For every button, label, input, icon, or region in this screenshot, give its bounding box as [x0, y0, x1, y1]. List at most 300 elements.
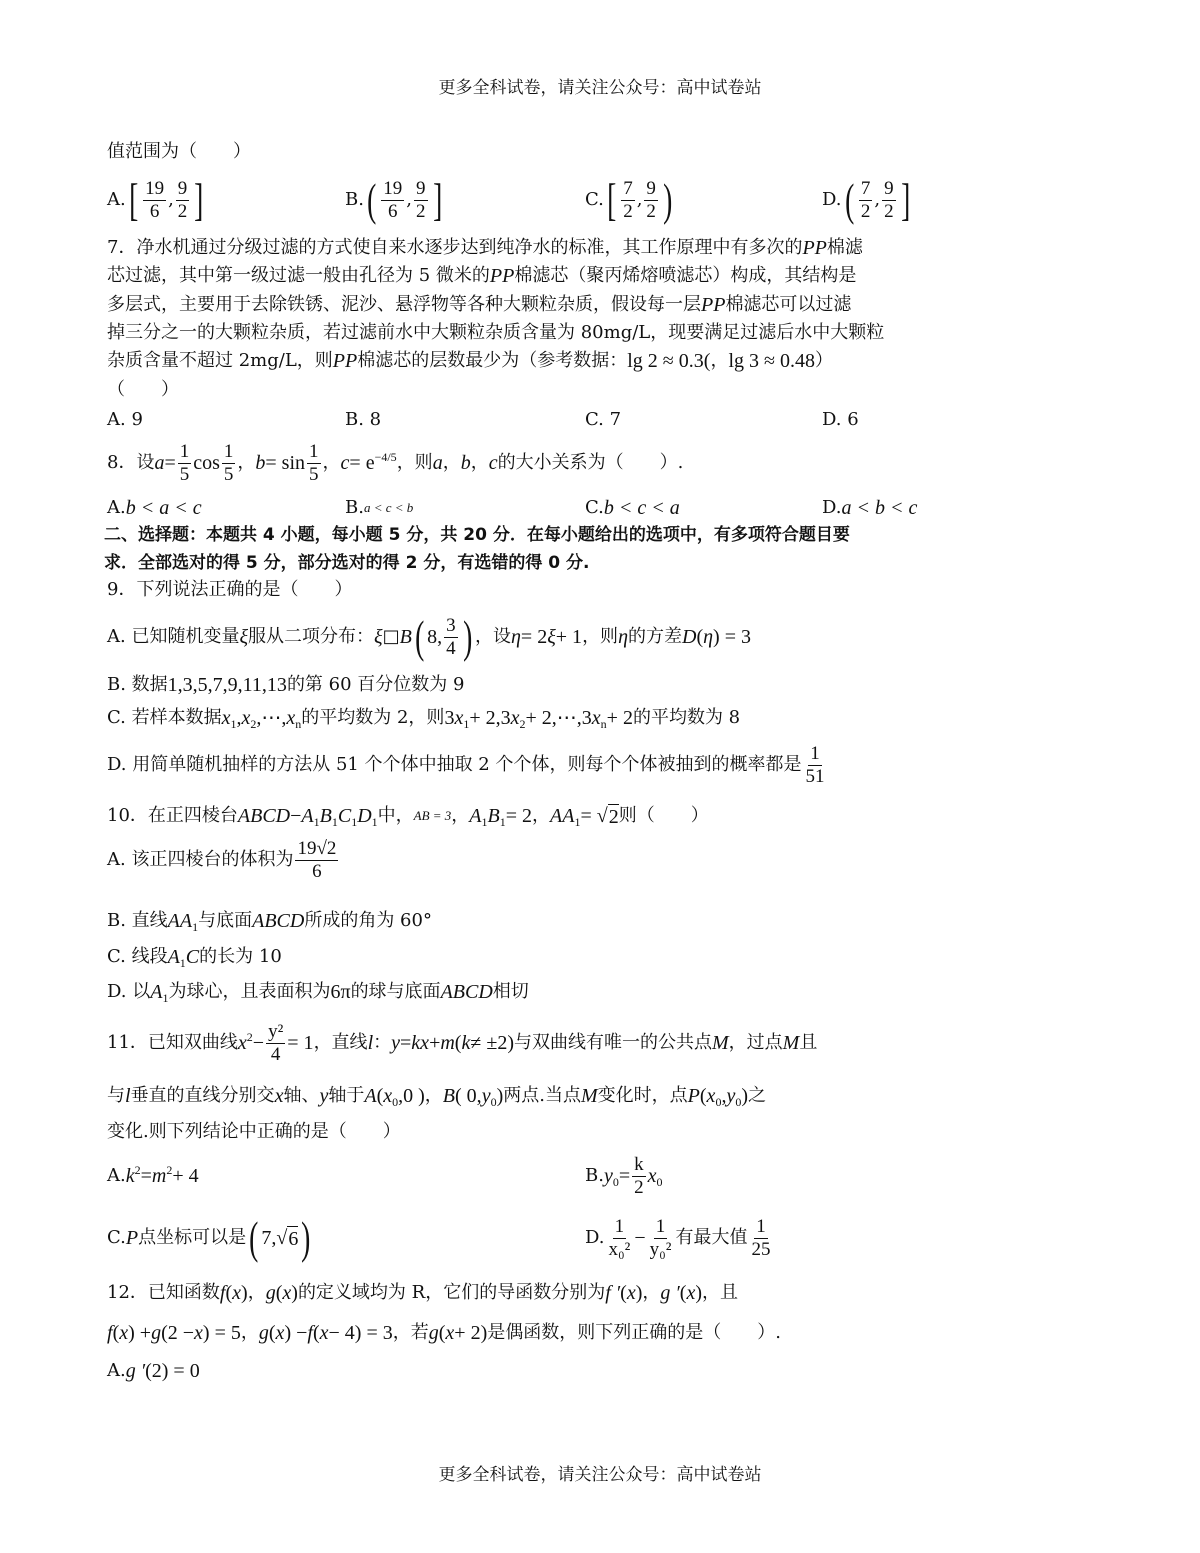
text-line: [107, 803, 709, 829]
math-small: a < c < b: [363, 500, 414, 516]
math-var: f: [307, 1322, 313, 1344]
math-var: ABCD: [237, 805, 291, 827]
math: (: [699, 1085, 707, 1107]
math-var: x: [686, 1282, 696, 1304]
superscript: 2: [166, 1163, 173, 1177]
bracket: [: [128, 174, 138, 225]
text: 的定义域均为 R，它们的导函数分别为: [297, 1282, 606, 1304]
math-var: x: [237, 1032, 247, 1054]
fraction: [621, 178, 635, 223]
text: ，设: [475, 626, 511, 648]
text: 垂直的直线分别交: [130, 1085, 275, 1107]
text: A.: [107, 1165, 126, 1187]
math-var: ABCD: [252, 910, 305, 932]
math-var: x: [319, 1322, 329, 1344]
denominator: 4: [446, 637, 456, 659]
superscript: 2: [134, 1163, 141, 1177]
math-var: b < a < c: [125, 497, 202, 519]
math: (: [679, 1282, 687, 1304]
denominator: 2: [623, 200, 633, 222]
page-footer: 更多全科试卷，请关注公众号：高中试卷站: [438, 1465, 762, 1485]
subscript: 0: [735, 1094, 742, 1109]
text-line: [107, 1212, 314, 1263]
math: 6π: [330, 981, 351, 1003]
math-var: A: [150, 981, 163, 1003]
text-line: [107, 1083, 766, 1109]
bracket: ): [301, 1212, 311, 1263]
text: D.: [585, 1227, 605, 1249]
math-var: k: [125, 1165, 135, 1187]
math: = 1: [287, 1032, 314, 1054]
text: 两点.当点: [503, 1085, 581, 1107]
text: 11．已知双曲线: [107, 1032, 238, 1054]
text: 的大小关系为（ ）.: [497, 452, 684, 474]
subscript: 1: [179, 955, 186, 970]
numerator: y²: [268, 1020, 284, 1042]
numerator: 1: [810, 742, 820, 764]
text: 变化时，点: [597, 1085, 688, 1107]
math-var: B: [319, 805, 332, 827]
bracket: (: [249, 1212, 259, 1263]
text-line: [107, 672, 464, 698]
text-line: [107, 1163, 199, 1189]
numerator: 19: [145, 177, 165, 199]
text: 变化.则下列结论中正确的是（ ）: [107, 1121, 401, 1143]
subscript: 2: [250, 716, 257, 731]
math: − 4) = 3: [328, 1322, 393, 1344]
text: 7．净水机通过分级过滤的方式使自来水逐步达到纯净水的标准，其工作原理中有多次的: [107, 237, 803, 259]
bracket: [: [606, 174, 617, 225]
text: 棉滤芯可以过滤: [725, 294, 852, 316]
math-var: AA: [550, 805, 575, 827]
subscript: 1: [481, 814, 488, 829]
math: + 4: [172, 1165, 199, 1187]
text: 10．在正四棱台: [107, 805, 238, 827]
text-line: [822, 174, 913, 225]
math: ): [635, 1282, 643, 1304]
text-line: [107, 174, 207, 225]
math: −: [634, 1227, 646, 1249]
text: B. 直线: [107, 910, 168, 932]
subscript: 1: [351, 814, 358, 829]
text-line: [107, 235, 863, 261]
text: ，: [424, 1085, 443, 1107]
math-var: A: [301, 805, 314, 827]
text: 点坐标可以是: [138, 1227, 247, 1249]
text: C.: [107, 1227, 126, 1249]
denominator: 2: [416, 200, 426, 222]
text-line: [107, 440, 684, 485]
math-var: B: [487, 805, 500, 827]
subscript: 1: [313, 814, 320, 829]
math: 7,√: [261, 1227, 288, 1249]
text: 所成的角为 60°: [304, 910, 432, 932]
denominator: 2: [860, 200, 871, 222]
text-line: [107, 348, 833, 374]
numerator: 1: [179, 440, 190, 462]
math: = sin: [265, 452, 306, 474]
subscript: 2: [519, 716, 526, 731]
math-var: P: [125, 1227, 139, 1249]
text: 多层式，主要用于去除铁锈、泥沙、悬浮物等各种大颗粒杂质，假设每一层: [107, 294, 701, 316]
text: ,: [168, 189, 174, 211]
math-var: x: [119, 1322, 129, 1344]
text-line: [104, 522, 850, 548]
math: ≠ ±2): [470, 1032, 514, 1054]
text: 中，: [377, 805, 414, 827]
math-var: a: [154, 452, 165, 474]
text: ,: [636, 189, 643, 211]
text-line: [345, 174, 445, 225]
text: ）: [814, 350, 833, 372]
math: ) −: [284, 1322, 308, 1344]
math: lg 2 ≈ 0.3(: [627, 350, 711, 372]
math-var: a: [432, 452, 443, 474]
subscript: 1: [463, 716, 470, 731]
math: (: [696, 626, 704, 648]
text: ，: [710, 350, 729, 372]
text-line: [107, 1358, 200, 1384]
math-var: k: [461, 1032, 471, 1054]
math-var: C: [337, 805, 352, 827]
math-var: c: [488, 452, 498, 474]
text-line: [822, 407, 859, 433]
math: (2) = 0: [145, 1360, 200, 1382]
math-var: ξ: [374, 626, 383, 648]
math-var: kx: [411, 1032, 430, 1054]
math: = √: [580, 805, 608, 827]
math-var: A: [167, 946, 180, 968]
text-line: [107, 139, 251, 165]
bracket: ]: [432, 174, 442, 225]
math: ( 0,: [455, 1085, 482, 1107]
math: + 2): [454, 1322, 488, 1344]
text-line: [585, 1153, 663, 1198]
math: ) = 5: [202, 1322, 241, 1344]
math-var: b: [255, 452, 266, 474]
text: ，: [322, 452, 341, 474]
text-line: [107, 320, 884, 346]
math-var: l: [125, 1085, 131, 1107]
text: 且: [799, 1032, 818, 1054]
text: ：: [373, 1032, 392, 1054]
text: B.: [345, 497, 364, 519]
math: = 2: [505, 805, 533, 827]
math: ,0 ): [398, 1085, 425, 1107]
text: D. 用简单随机抽样的方法从 51 个个体中抽取 2 个个体，则每个个体被抽到的概率都是: [107, 754, 802, 776]
text: 轴于: [328, 1085, 365, 1107]
page-header: 更多全科试卷，请关注公众号：高中试卷站: [438, 78, 762, 98]
text: ,: [874, 189, 881, 211]
fraction: [803, 743, 826, 788]
denominator: 2: [177, 200, 188, 222]
subscript: 1: [371, 814, 378, 829]
text-line: [107, 1119, 401, 1145]
text-line: [107, 611, 751, 662]
math: ,⋯,: [256, 707, 287, 729]
math: (2 −: [161, 1322, 195, 1344]
text: C.: [585, 189, 604, 211]
math-var: AA: [167, 910, 193, 932]
text: A.: [107, 497, 126, 519]
text-line: [107, 1020, 818, 1065]
math-var: b < c < a: [603, 497, 680, 519]
text: 的方差: [627, 626, 682, 648]
text: 服从二项分布：: [248, 626, 375, 648]
text: 杂质含量不超过 2mg/L，则: [107, 350, 333, 372]
text: ，: [442, 452, 461, 474]
text: 棉滤芯的层数最少为（参考数据：: [357, 350, 628, 372]
superscript: −4/5: [374, 450, 397, 464]
math-var: m: [440, 1032, 455, 1054]
text: 有最大值: [675, 1227, 748, 1249]
math-var: x: [591, 707, 601, 729]
denominator: 6: [312, 860, 322, 882]
math-var: η: [618, 626, 628, 648]
text: 的球与底面: [350, 981, 441, 1003]
numerator: 1: [223, 440, 234, 462]
math-var: x: [282, 1282, 292, 1304]
fraction: [414, 178, 428, 223]
fraction: [749, 1216, 772, 1261]
text: 的平均数为 8: [632, 707, 741, 729]
section-heading: 二、选择题：本题共 4 小题，每小题 5 分，共 20 分．在每小题给出的选项中，有多项符合题目要: [104, 524, 850, 545]
text: ，且: [702, 1282, 738, 1304]
math: lg 3 ≈ 0.48: [728, 350, 815, 372]
text: C. 线段: [107, 946, 168, 968]
math-var: C: [185, 946, 200, 968]
subscript: 0: [715, 1094, 722, 1109]
math-var: c: [340, 452, 350, 474]
text: A. 该正四棱台的体积为: [107, 849, 294, 871]
subscript: 0: [656, 1174, 663, 1189]
math: −: [252, 1032, 265, 1054]
numerator: 3: [446, 614, 456, 636]
math-var: x: [454, 707, 464, 729]
text: B.: [585, 1165, 604, 1187]
superscript: 2: [246, 1030, 253, 1044]
text: ，: [240, 1322, 259, 1344]
text: 的平均数为 2，则: [301, 707, 445, 729]
math: 1,3,5,7,9,11,13: [167, 674, 287, 696]
text-line: [107, 705, 740, 731]
math: (: [268, 1322, 276, 1344]
math-var: g: [265, 1282, 276, 1304]
subscript: 0: [490, 1094, 497, 1109]
text: 与双曲线有唯一的公共点: [513, 1032, 712, 1054]
text-line: [822, 495, 917, 521]
numerator: 19: [383, 177, 403, 199]
math: ) = 3: [713, 626, 751, 648]
math: (: [376, 1085, 384, 1107]
math-var: A: [469, 805, 482, 827]
math: + 2: [606, 707, 633, 729]
math-var: PP: [701, 294, 726, 316]
fraction: [143, 178, 166, 223]
fraction: [381, 178, 404, 223]
fraction: [644, 178, 658, 223]
math-var: ξ: [547, 626, 556, 648]
text: 的长为 10: [199, 946, 282, 968]
denominator: 5: [179, 463, 190, 485]
text: 8．设: [107, 452, 155, 474]
math-var: D: [357, 805, 372, 827]
math-var: x: [274, 1085, 284, 1107]
math-small: AB = 3: [413, 808, 452, 824]
text: C.: [585, 497, 604, 519]
math-var: ξ: [239, 626, 249, 648]
text-line: [107, 292, 851, 318]
text: B.: [345, 189, 364, 211]
math: ,: [721, 1085, 727, 1107]
math: =: [618, 1165, 631, 1187]
math-var: y: [319, 1085, 329, 1107]
denominator: 2: [634, 1176, 644, 1198]
text-line: [107, 377, 179, 403]
math: =: [140, 1165, 152, 1187]
math-var: A: [364, 1085, 377, 1107]
subscript: n: [295, 716, 302, 731]
subscript: 1: [331, 814, 338, 829]
text-line: [107, 944, 282, 970]
math: ) +: [128, 1322, 152, 1344]
math-var: g: [151, 1322, 162, 1344]
text: 相切: [492, 981, 529, 1003]
text: A.: [107, 189, 126, 211]
math-var: y: [481, 1085, 491, 1107]
text: ，: [451, 805, 470, 827]
bracket: ): [662, 174, 673, 225]
math-var: x: [510, 707, 520, 729]
text: ,: [406, 189, 413, 211]
math: ): [496, 1085, 504, 1107]
math-var: x: [706, 1085, 716, 1107]
subscript: 0: [612, 1174, 619, 1189]
text: B. 数据: [107, 674, 168, 696]
math-var: l: [367, 1032, 374, 1054]
subscript: 1: [499, 814, 506, 829]
math-var: x: [232, 1282, 242, 1304]
text-line: [585, 407, 621, 433]
math: (: [438, 1322, 446, 1344]
denominator: 6: [388, 200, 398, 222]
math-var: x: [241, 707, 251, 729]
math: 3: [444, 707, 455, 729]
text: 是偶函数，则下列正确的是（ ）.: [487, 1322, 781, 1344]
text-line: [107, 1320, 781, 1346]
text-line: [107, 837, 340, 882]
text-line: [585, 174, 675, 225]
math: 8,: [427, 626, 443, 648]
denominator: 25: [751, 1238, 771, 1260]
text: ，则: [582, 626, 619, 648]
math: (: [312, 1322, 320, 1344]
text: ，过点: [728, 1032, 783, 1054]
fraction: [632, 1154, 646, 1199]
math-var: x: [194, 1322, 203, 1344]
denominator: 2: [646, 200, 656, 222]
numerator: k: [634, 1153, 644, 1175]
bracket: (: [367, 174, 377, 225]
math-var: x: [383, 1085, 393, 1107]
sqrt-radicand: 6: [288, 1227, 299, 1250]
math-var: m: [151, 1165, 167, 1187]
subscript: 1: [574, 814, 581, 829]
sqrt-radicand: 2: [608, 805, 619, 828]
numerator: 1: [756, 1215, 766, 1237]
math-var: f: [107, 1322, 113, 1344]
math-var: x: [626, 1282, 636, 1304]
math: ): [291, 1282, 298, 1304]
math-var: y: [603, 1165, 613, 1187]
math: (: [454, 1032, 462, 1054]
text: B. 8: [345, 409, 382, 431]
math: + 2,⋯,3: [525, 707, 592, 729]
text: A. 9: [107, 409, 143, 431]
fraction: [266, 1021, 285, 1066]
denominator: y₀²: [649, 1238, 672, 1260]
bracket: ): [462, 611, 472, 662]
math-var: η: [703, 626, 714, 648]
math-var: D: [681, 626, 697, 648]
text: □: [382, 626, 400, 648]
text: ，则: [396, 452, 433, 474]
math-var: x: [647, 1165, 657, 1187]
text-line: [585, 495, 680, 521]
math: ): [741, 1085, 748, 1107]
text-line: [104, 550, 589, 576]
text-line: [107, 263, 856, 289]
bracket: ]: [194, 174, 204, 225]
text: 掉三分之一的大颗粒杂质，若过滤前水中大颗粒杂质含量为 80mg/L，现要满足过滤后水中大颗粒: [107, 322, 885, 344]
text: D. 6: [822, 409, 859, 431]
text: 棉滤: [826, 237, 863, 259]
text: 值范围为（ ）: [107, 141, 251, 163]
text: ，若: [392, 1322, 429, 1344]
denominator: 5: [309, 463, 319, 485]
text: D.: [822, 497, 842, 519]
denominator: 51: [805, 765, 825, 787]
text: ，直线: [313, 1032, 368, 1054]
math: (: [620, 1282, 627, 1304]
text: 轴、: [283, 1085, 320, 1107]
denominator: 4: [270, 1043, 281, 1065]
math-var: PP: [802, 237, 827, 259]
math: = 2: [520, 626, 548, 648]
text: ，: [237, 452, 256, 474]
text: 12．已知函数: [107, 1282, 220, 1304]
subscript: 1: [192, 919, 199, 934]
math-var: a < b < c: [841, 497, 918, 519]
bracket: (: [414, 611, 425, 662]
math-var: P: [687, 1085, 700, 1107]
numerator: 1: [309, 440, 319, 462]
math: (: [112, 1322, 120, 1344]
text: （ ）: [107, 379, 179, 401]
section-heading: 求．全部选对的得 5 分，部分选对的得 2 分，有选错的得 0 分.: [104, 552, 590, 573]
text: C. 7: [585, 409, 622, 431]
math-var: f ′: [605, 1282, 621, 1304]
math-var: g ′: [125, 1360, 146, 1382]
text: 棉滤芯（聚丙烯熔喷滤芯）构成，其结构是: [514, 265, 857, 287]
text-line: [107, 979, 529, 1005]
text: 芯过滤，其中第一级过滤一般由孔径为 5 微米的: [107, 265, 490, 287]
math-var: M: [782, 1032, 800, 1054]
text-line: [345, 495, 413, 521]
math-var: b: [460, 452, 471, 474]
fraction: [607, 1216, 633, 1261]
numerator: 19√2: [297, 837, 337, 859]
